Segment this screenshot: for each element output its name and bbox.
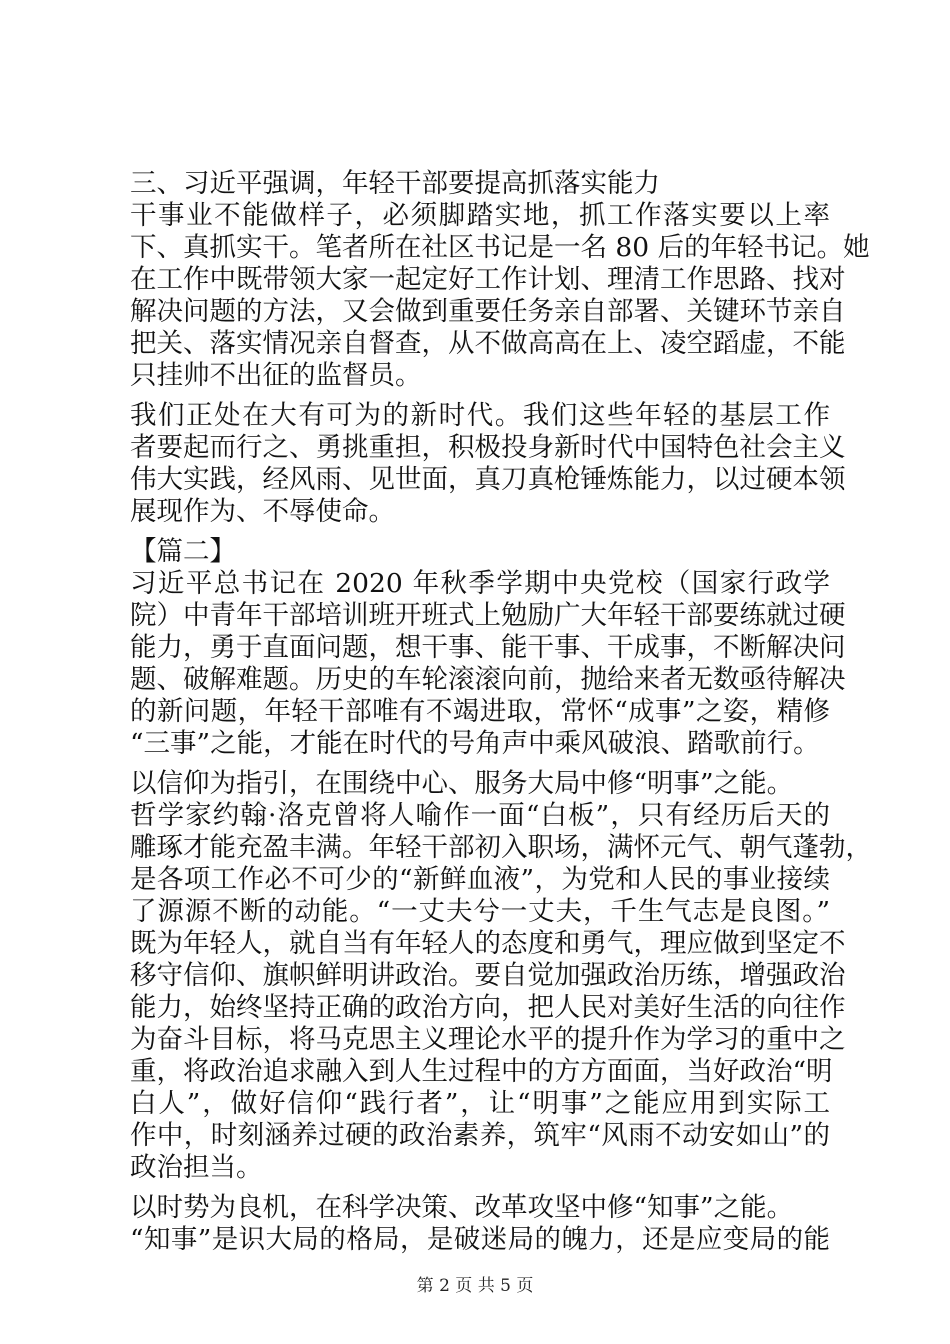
text-line: 是各项工作必不可少的“新鲜血液”，为党和人民的事业接续 (130, 864, 830, 895)
text-line: 我们正处在大有可为的新时代。我们这些年轻的基层工作 (130, 400, 830, 431)
text-line: 院）中青年干部培训班开班式上勉励广大年轻干部要练就过硬 (130, 600, 846, 631)
text-line: 白人”，做好信仰“践行者”，让“明事”之能应用到实际工 (130, 1088, 830, 1119)
text-line: 重，将政治追求融入到人生过程中的方方面面，当好政治“明 (130, 1056, 833, 1087)
text-line: 把关、落实情况亲自督查，从不做高高在上、凌空蹈虚，不能 (130, 328, 846, 359)
text-line: 在工作中既带领大家一起定好工作计划、理清工作思路、找对 (130, 264, 846, 295)
text-line: 能力，勇于直面问题，想干事、能干事、干成事，不断解决问 (130, 632, 846, 663)
text-line: 为奋斗目标，将马克思主义理论水平的提升作为学习的重中之 (130, 1024, 846, 1055)
text-line: 干事业不能做样子，必须脚踏实地，抓工作落实要以上率 (130, 200, 830, 231)
text-line: “知事”是识大局的格局，是破迷局的魄力，还是应变局的能 (130, 1224, 830, 1255)
text-line: 雕琢才能充盈丰满。年轻干部初入职场，满怀元气、朝气蓬勃， (130, 832, 872, 863)
text-line: 的新问题，年轻干部唯有不竭进取，常怀“成事”之姿，精修 (130, 696, 830, 727)
text-line: 哲学家约翰·洛克曾将人喻作一面“白板”，只有经历后天的 (130, 800, 830, 831)
text-line: 既为年轻人，就自当有年轻人的态度和勇气，理应做到坚定不 (130, 928, 846, 959)
text-line: 只挂帅不出征的监督员。 (130, 360, 422, 391)
text-line: 以时势为良机，在科学决策、改革攻坚中修“知事”之能。 (130, 1192, 794, 1223)
text-line: 习近平总书记在 2020 年秋季学期中央党校（国家行政学 (130, 568, 830, 599)
text-line: 以信仰为指引，在围绕中心、服务大局中修“明事”之能。 (130, 768, 794, 799)
text-line: 题、破解难题。历史的车轮滚滚向前，抛给来者无数亟待解决 (130, 664, 846, 695)
text-line: 移守信仰、旗帜鲜明讲政治。要自觉加强政治历练，增强政治 (130, 960, 846, 991)
text-line: 政治担当。 (130, 1152, 263, 1183)
text-line: 作中，时刻涵养过硬的政治素养，筑牢“风雨不动安如山”的 (130, 1120, 830, 1151)
text-line: 解决问题的方法，又会做到重要任务亲自部署、关键环节亲自 (130, 296, 846, 327)
page-footer: 第 2 页 共 5 页 (416, 1276, 534, 1296)
text-line: 下、真抓实干。笔者所在社区书记是一名 80 后的年轻书记。她 (130, 232, 870, 263)
text-line: 展现作为、不辱使命。 (130, 496, 395, 527)
text-line: 伟大实践，经风雨、见世面，真刀真枪锤炼能力，以过硬本领 (130, 464, 846, 495)
text-line: 三、习近平强调，年轻干部要提高抓落实能力 (130, 168, 660, 199)
text-line: 能力，始终坚持正确的政治方向，把人民对美好生活的向往作 (130, 992, 846, 1023)
text-line: “三事”之能，才能在时代的号角声中乘风破浪、踏歌前行。 (130, 728, 820, 759)
text-line: 【篇二】 (130, 536, 236, 567)
text-line: 者要起而行之、勇挑重担，积极投身新时代中国特色社会主义 (130, 432, 846, 463)
text-line: 了源源不断的动能。“一丈夫兮一丈夫，千生气志是良图。” (130, 896, 830, 927)
